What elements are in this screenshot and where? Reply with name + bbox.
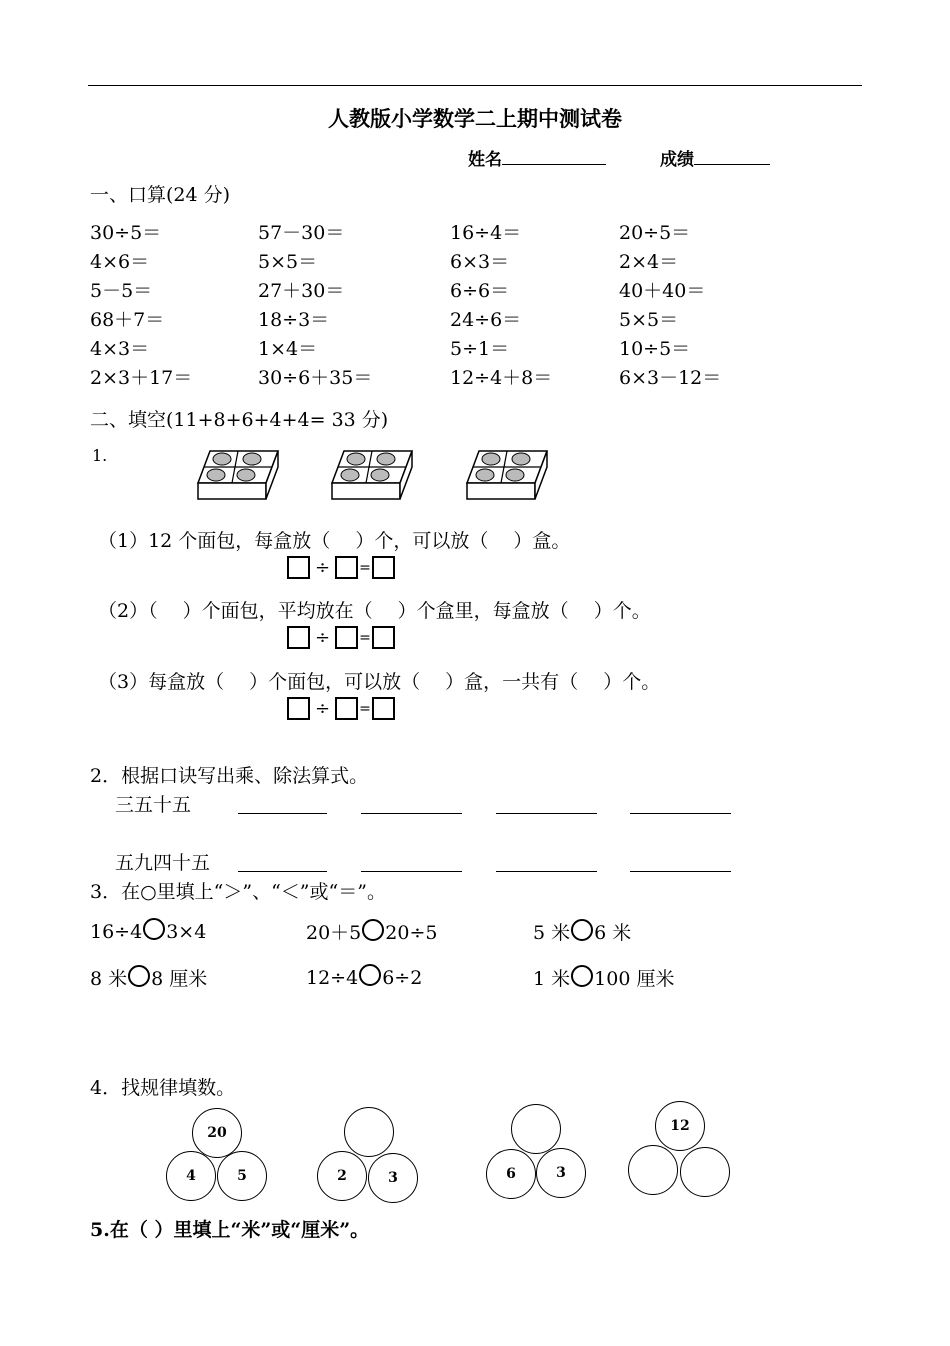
answer-line[interactable]	[496, 871, 597, 872]
q3-heading: 3．在○里填上“＞”、“＜”或“＝”。	[90, 881, 386, 903]
compare-item	[90, 964, 207, 991]
oral-item: 30÷6＋35＝	[258, 367, 373, 389]
score-label: 成绩	[660, 150, 694, 170]
answer-box[interactable]	[372, 697, 395, 720]
oral-item: 57－30＝	[258, 222, 345, 244]
answer-box[interactable]	[372, 556, 395, 579]
oral-item: 1×4＝	[258, 338, 318, 360]
compare-item	[533, 918, 631, 945]
oral-item: 27＋30＝	[258, 280, 345, 302]
circle-right: 3	[536, 1148, 586, 1198]
oral-item: 12÷4＋8＝	[450, 367, 553, 389]
oral-row	[90, 335, 890, 364]
oral-row	[90, 248, 890, 277]
oral-item: 16÷4＝	[450, 222, 522, 244]
oral-item: 68＋7＝	[90, 309, 165, 331]
oral-row	[90, 277, 890, 306]
compare-left: 1 米	[533, 968, 571, 990]
answer-line[interactable]	[238, 871, 327, 872]
oral-item: 5－5＝	[90, 280, 153, 302]
answer-line[interactable]	[238, 813, 327, 814]
score-field[interactable]	[660, 145, 770, 170]
equals-sign: =	[359, 700, 371, 717]
oral-item: 5×5＝	[619, 309, 679, 331]
answer-box[interactable]	[287, 626, 310, 649]
answer-line[interactable]	[630, 813, 731, 814]
oral-item: 24÷6＝	[450, 309, 522, 331]
circle-top: 12	[655, 1101, 705, 1151]
section2-heading: 二、填空(11+8+6+4+4= 33 分)	[90, 409, 389, 431]
oral-item: 18÷3＝	[258, 309, 330, 331]
circle-right: 3	[368, 1153, 418, 1203]
compare-circle[interactable]	[128, 965, 150, 987]
divide-sign: ÷	[315, 557, 331, 578]
circle-top[interactable]	[511, 1104, 561, 1154]
compare-circle[interactable]	[571, 919, 593, 941]
circle-left: 2	[317, 1151, 367, 1201]
compare-left: 5 米	[533, 922, 571, 944]
compare-item	[306, 918, 437, 945]
compare-right: 100 厘米	[594, 968, 675, 990]
circle-left: 6	[486, 1149, 536, 1199]
compare-item	[90, 918, 206, 943]
equation-row	[287, 626, 395, 649]
circle-right[interactable]	[680, 1147, 730, 1197]
oral-item: 2×3＋17＝	[90, 367, 193, 389]
answer-line[interactable]	[630, 871, 731, 872]
q1-label: 1.	[92, 446, 108, 465]
compare-left: 12÷4	[306, 967, 359, 989]
oral-item: 30÷5＝	[90, 222, 162, 244]
section1-heading: 一、口算(24 分)	[90, 184, 231, 206]
bread-box-icon	[465, 447, 549, 503]
compare-left: 8 米	[90, 968, 128, 990]
q5-heading: 5.在（ ）里填上“米”或“厘米”。	[90, 1219, 370, 1241]
oral-row	[90, 219, 890, 248]
compare-right: 8 厘米	[151, 968, 208, 990]
circle-left: 4	[166, 1151, 216, 1201]
q1-sub1: （1）12 个面包，每盒放（ ）个，可以放（ ）盒。	[98, 530, 571, 552]
equation-row	[287, 556, 395, 579]
circle-left[interactable]	[628, 1145, 678, 1195]
answer-box[interactable]	[335, 697, 358, 720]
answer-box[interactable]	[335, 626, 358, 649]
circle-top: 20	[192, 1108, 242, 1158]
oral-row	[90, 364, 890, 393]
divide-sign: ÷	[315, 627, 331, 648]
compare-item	[533, 964, 674, 991]
oral-item: 6÷6＝	[450, 280, 510, 302]
oral-item: 20÷5＝	[619, 222, 691, 244]
compare-circle[interactable]	[362, 919, 384, 941]
oral-item: 5÷1＝	[450, 338, 510, 360]
equals-sign: =	[359, 559, 371, 576]
score-blank[interactable]	[694, 148, 770, 165]
answer-box[interactable]	[335, 556, 358, 579]
answer-box[interactable]	[372, 626, 395, 649]
oral-item: 5×5＝	[258, 251, 318, 273]
compare-right: 20÷5	[385, 922, 438, 944]
divide-sign: ÷	[315, 698, 331, 719]
oral-item: 2×4＝	[619, 251, 679, 273]
oral-item: 6×3＝	[450, 251, 510, 273]
compare-left: 16÷4	[90, 921, 143, 943]
top-rule	[88, 85, 862, 86]
compare-right: 6 米	[594, 922, 632, 944]
oral-row	[90, 306, 890, 335]
q4-heading: 4．找规律填数。	[90, 1077, 236, 1099]
oral-item: 6×3－12＝	[619, 367, 722, 389]
oral-item: 10÷5＝	[619, 338, 691, 360]
q2-heading: 2．根据口诀写出乘、除法算式。	[90, 765, 369, 787]
name-blank[interactable]	[502, 148, 606, 165]
answer-box[interactable]	[287, 556, 310, 579]
q2-item-2: 五九四十五	[115, 852, 211, 874]
equals-sign: =	[359, 629, 371, 646]
q2-item-1: 三五十五	[115, 794, 192, 816]
compare-circle[interactable]	[359, 964, 381, 986]
bread-box-icon	[330, 447, 414, 503]
circle-top[interactable]	[344, 1107, 394, 1157]
compare-left: 20＋5	[306, 922, 362, 944]
answer-line[interactable]	[361, 871, 462, 872]
q1-sub2: （2）（ ）个面包，平均放在（ ）个盒里，每盒放（ ）个。	[98, 600, 651, 622]
compare-circle[interactable]	[571, 965, 593, 987]
name-field[interactable]	[468, 145, 606, 170]
oral-item: 40＋40＝	[619, 280, 706, 302]
answer-box[interactable]	[287, 697, 310, 720]
circle-right: 5	[217, 1151, 267, 1201]
name-label: 姓名	[468, 150, 502, 170]
bread-box-icon	[196, 447, 280, 503]
q1-sub3: （3）每盒放（ ）个面包，可以放（ ）盒，一共有（ ）个。	[98, 671, 661, 693]
answer-line[interactable]	[496, 813, 597, 814]
equation-row	[287, 697, 395, 720]
compare-circle[interactable]	[143, 918, 165, 940]
page-title: 人教版小学数学二上期中测试卷	[328, 106, 622, 131]
oral-item: 4×3＝	[90, 338, 150, 360]
compare-right: 6÷2	[382, 967, 423, 989]
compare-right: 3×4	[166, 921, 207, 943]
compare-item	[306, 964, 422, 989]
answer-line[interactable]	[361, 813, 462, 814]
oral-item: 4×6＝	[90, 251, 150, 273]
